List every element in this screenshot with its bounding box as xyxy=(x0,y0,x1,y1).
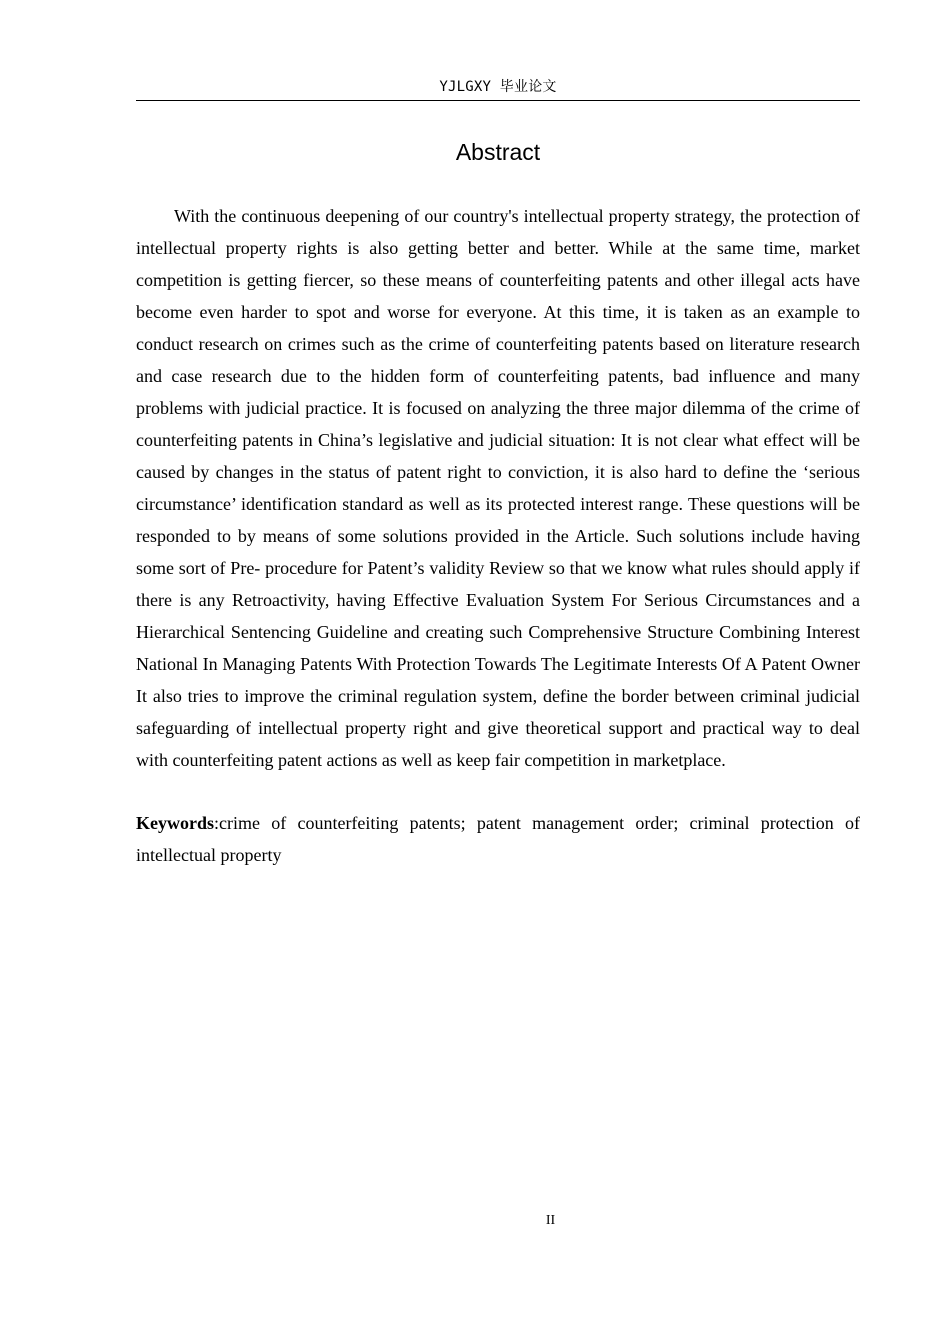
keywords-paragraph xyxy=(136,807,860,871)
abstract-title: Abstract xyxy=(455,139,541,165)
keywords-label: Keywords xyxy=(136,813,214,833)
page-number: II xyxy=(545,1213,556,1228)
page-header: YJLGXY 毕业论文 xyxy=(439,79,557,95)
abstract-paragraph: With the continuous deepening of our country's intellectual property strategy, the protection of intellectual property rights is also getting better and better. While at the same time, market competition is getting fiercer, so these means of counterfeiting patents and other illegal acts have become even harder to spot and worse for everyone. At this time, it is taken as an example to conduct research on crimes such as the crime of counterfeiting patents based on literature research and case research due to the hidden form of counterfeiting patents, bad influence and many problems with judicial practice. It is focused on analyzing the three major dilemma of the crime of counterfeiting patents in China’s legislative and judicial situation: It is not clear what effect will be caused by changes in the status of patent right to conviction, it is also hard to define the ‘serious circumstance’ identification standard as well as its protected interest range. These questions will be responded to by means of some solutions provided in the Article. Such solutions include having some sort of Pre- procedure for Patent’s validity Review so that we know what rules should apply if there is any Retroactivity, having Effective Evaluation System For Serious Circumstances and a Hierarchical Sentencing Guideline and creating such Comprehensive Structure Combining Interest National In Managing Patents With Protection Towards The Legitimate Interests Of A Patent Owner It also tries to improve the criminal regulation system, define the border between criminal judicial safeguarding of intellectual property right and give theoretical support and practical way to deal with counterfeiting patent actions as well as keep fair competition in marketplace. xyxy=(136,206,860,770)
header-divider xyxy=(136,100,860,101)
keywords-text: :crime of counterfeiting patents; patent management order; criminal protection of intellectual property xyxy=(136,813,860,865)
